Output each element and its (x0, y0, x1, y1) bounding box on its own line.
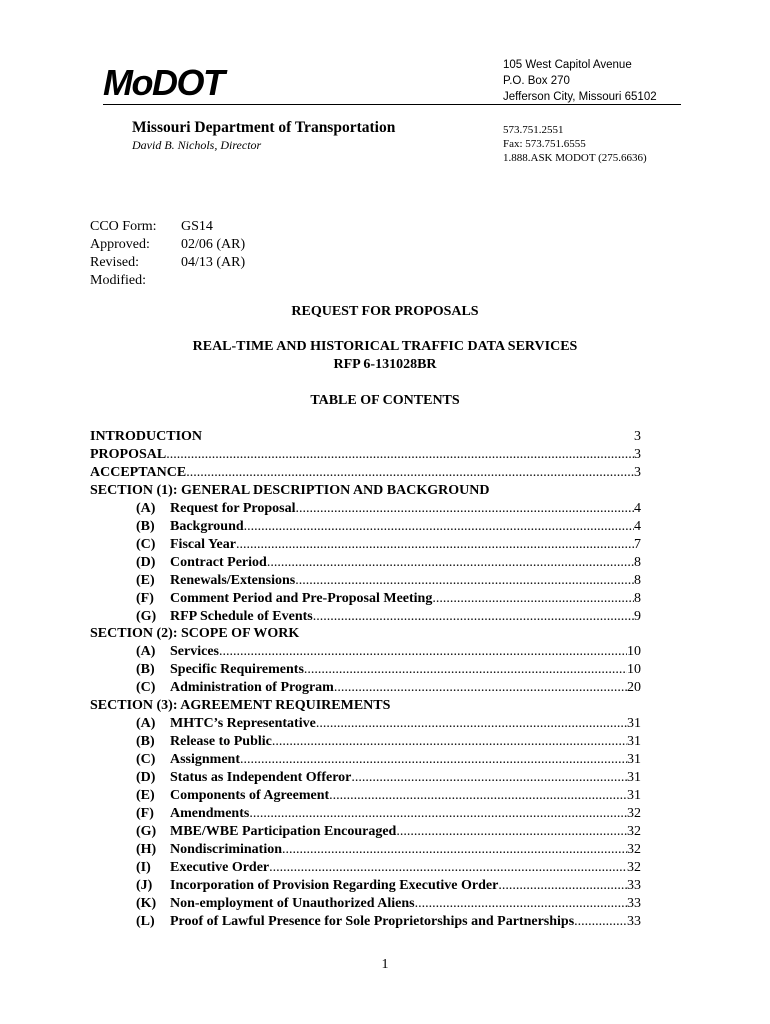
toc-entry-title: Executive Order (170, 859, 270, 875)
toc-entry-page: 3 (634, 429, 641, 444)
toc-dot-leader (295, 500, 634, 518)
toc-entry-title: MBE/WBE Participation Encouraged (170, 823, 397, 839)
toc-entry (136, 590, 641, 608)
toc-entry (90, 446, 641, 464)
toc-entry-page: 33 (627, 877, 641, 893)
modified-label: Modified: (90, 273, 146, 288)
toc-entry-page: 4 (634, 518, 641, 534)
toc-entry-letter: (B) (136, 662, 155, 678)
toc-entry-page: 31 (627, 734, 641, 750)
toc-entry-title: SECTION (3): AGREEMENT REQUIREMENTS (90, 698, 391, 714)
toc-entry-title: Status as Independent Offeror (170, 770, 352, 786)
toc-entry (136, 823, 641, 841)
toc-entry-title: Non-employment of Unauthorized Aliens (170, 895, 415, 911)
toc-entry-letter: (E) (136, 572, 155, 588)
toc-entry-page: 9 (634, 608, 641, 624)
cco-form-label: CCO Form: (90, 219, 157, 234)
toc-entry-page: 31 (627, 788, 641, 803)
toc-dot-leader (415, 895, 627, 913)
toc-dot-leader (334, 679, 627, 697)
toc-entry-letter: (H) (136, 841, 157, 857)
toc-dot-leader (396, 823, 627, 841)
toc-entry-page: 31 (627, 752, 641, 768)
toc-entry-letter: (F) (136, 590, 154, 606)
toc-entry (136, 608, 641, 626)
phone-number: 573.751.2551 (503, 124, 564, 136)
toc-entry-letter: (A) (136, 644, 156, 660)
toc-entry-letter: (J) (136, 877, 153, 893)
toc-entry-title: Background (170, 518, 244, 534)
toc-dot-leader (249, 805, 627, 823)
toc-dot-leader (244, 518, 634, 536)
department-name: Missouri Department of Transportation (132, 119, 396, 136)
fax-number: Fax: 573.751.6555 (503, 138, 586, 150)
toc-entry-letter: (D) (136, 554, 156, 570)
address-line-1: 105 West Capitol Avenue (503, 59, 632, 71)
toc-entry (90, 697, 641, 715)
toc-entry-page: 31 (627, 716, 641, 732)
toc-entry-page: 10 (627, 644, 641, 660)
toc-dot-leader (295, 572, 634, 590)
toc-dot-leader (316, 715, 627, 733)
toc-dot-leader (219, 643, 627, 661)
page-number: 1 (381, 957, 389, 972)
toc-entry-title: Renewals/Extensions (170, 572, 296, 588)
toc-entry (136, 679, 641, 697)
toc-entry-letter: (C) (136, 536, 156, 552)
toc-entry-title: Amendments (170, 805, 250, 821)
toc-entry-title: Release to Public (170, 734, 272, 750)
toc-dot-leader (329, 787, 627, 805)
toc-entry-title: Incorporation of Provision Regarding Executive Order (170, 877, 499, 893)
toc-entry-title: SECTION (1): GENERAL DESCRIPTION AND BACKGROUND (90, 482, 490, 498)
address-line-2: P.O. Box 270 (503, 75, 570, 87)
toc-entry-letter: (B) (136, 734, 155, 750)
toc-entry-page: 8 (634, 590, 641, 606)
toc-dot-leader (432, 590, 634, 608)
toc-entry (136, 572, 641, 590)
toc-entry-page: 20 (627, 680, 641, 696)
toc-dot-leader (304, 661, 627, 679)
toll-free-number: 1.888.ASK MODOT (275.6636) (503, 152, 647, 164)
toc-entry-page: 8 (634, 572, 641, 588)
toc-entry-title: INTRODUCTION (90, 429, 203, 444)
cco-form-value: GS14 (181, 219, 213, 234)
toc-entry-title: Assignment (170, 752, 241, 768)
toc-entry-letter: (D) (136, 770, 156, 786)
toc-entry-page: 32 (627, 805, 641, 821)
toc-entry-title: Administration of Program (170, 680, 334, 696)
approved-label: Approved: (90, 237, 150, 252)
toc-entry (136, 841, 641, 859)
toc-entry-letter: (L) (136, 913, 155, 929)
toc-entry-title: MHTC’s Representative (170, 716, 316, 732)
toc-entry-title: Nondiscrimination (170, 841, 283, 857)
revised-label: Revised: (90, 255, 139, 270)
toc-dot-leader (269, 859, 627, 877)
toc-entry-page: 3 (634, 446, 641, 462)
toc-entry-page: 8 (634, 554, 641, 570)
rfp-number: RFP 6-131028BR (333, 357, 437, 372)
toc-dot-leader (282, 841, 627, 859)
toc-dot-leader (574, 913, 627, 931)
toc-entry-title: ACCEPTANCE (90, 464, 187, 480)
toc-entry-letter: (C) (136, 680, 156, 696)
toc-entry-title: RFP Schedule of Events (170, 608, 313, 624)
toc-entry-page: 31 (627, 770, 641, 786)
toc-entry-title: Services (170, 644, 219, 660)
toc-entry-letter: (E) (136, 788, 155, 803)
toc-entry-title: Contract Period (170, 554, 267, 570)
toc-entry-page: 32 (627, 841, 641, 857)
toc-entry (136, 661, 641, 679)
toc-entry (136, 733, 641, 751)
request-title: REQUEST FOR PROPOSALS (291, 304, 479, 319)
toc-entry (136, 805, 641, 823)
service-title: REAL-TIME AND HISTORICAL TRAFFIC DATA SERVICES (192, 339, 578, 354)
toc-dot-leader (236, 536, 634, 554)
toc-entry (136, 554, 641, 572)
toc-dot-leader (186, 464, 634, 482)
toc-entry (136, 913, 641, 931)
toc-entry-page: 3 (634, 464, 641, 480)
toc-entry-letter: (G) (136, 608, 157, 624)
toc-dot-leader (240, 751, 627, 769)
toc-entry-letter: (I) (136, 859, 151, 875)
toc-entry-title: SECTION (2): SCOPE OF WORK (90, 626, 300, 642)
approved-value: 02/06 (AR) (181, 237, 246, 252)
toc-entry-letter: (G) (136, 823, 157, 839)
toc-entry-page: 32 (627, 823, 641, 839)
toc-entry-page: 33 (627, 913, 641, 929)
toc-entry (136, 715, 641, 733)
modot-logo: MoDOT (103, 62, 224, 103)
toc-entry (136, 895, 641, 913)
toc-dot-leader (272, 733, 627, 751)
revised-value: 04/13 (AR) (181, 255, 246, 270)
toc-entry-letter: (A) (136, 716, 156, 732)
toc-entry-title: Components of Agreement (170, 788, 330, 803)
toc-entry-letter: (F) (136, 805, 154, 821)
toc-entry-title: Request for Proposal (170, 500, 296, 516)
toc-entry (136, 787, 641, 805)
toc-entry (136, 859, 641, 877)
toc-entry-title: Comment Period and Pre-Proposal Meeting (170, 590, 433, 606)
director-name: David B. Nichols, Director (132, 138, 262, 152)
toc-entry-page: 7 (634, 536, 641, 552)
toc-entry (90, 428, 641, 446)
toc-entry-title: Fiscal Year (170, 536, 236, 552)
toc-entry-title: Proof of Lawful Presence for Sole Proprietorships and Partnerships (170, 913, 575, 929)
toc-entry-page: 33 (627, 895, 641, 911)
toc-entry (136, 769, 641, 787)
address-line-3: Jefferson City, Missouri 65102 (503, 91, 657, 103)
toc-heading: TABLE OF CONTENTS (310, 393, 460, 408)
toc-entry (136, 877, 641, 895)
toc-entry-page: 32 (627, 859, 641, 875)
toc-entry-title: Specific Requirements (170, 662, 304, 678)
toc-entry (136, 751, 641, 769)
toc-dot-leader (351, 769, 627, 787)
toc-dot-leader (267, 554, 634, 572)
toc-entry (136, 536, 641, 554)
toc-entry-letter: (A) (136, 500, 156, 516)
toc-entry (136, 643, 641, 661)
toc-entry-page: 4 (634, 500, 641, 516)
toc-entry-page: 10 (627, 662, 641, 678)
toc-entry (90, 625, 641, 643)
toc-entry-title: PROPOSAL (90, 446, 167, 462)
toc-entry (90, 482, 641, 500)
header-rule (103, 104, 681, 105)
toc-dot-leader (498, 877, 627, 895)
toc-entry-letter: (C) (136, 752, 156, 768)
toc-entry (136, 500, 641, 518)
toc-entry-letter: (B) (136, 518, 155, 534)
toc-dot-leader (313, 608, 634, 626)
toc-dot-leader (166, 446, 634, 464)
toc-entry (136, 518, 641, 536)
toc-entry-letter: (K) (136, 895, 157, 911)
toc-entry (90, 464, 641, 482)
